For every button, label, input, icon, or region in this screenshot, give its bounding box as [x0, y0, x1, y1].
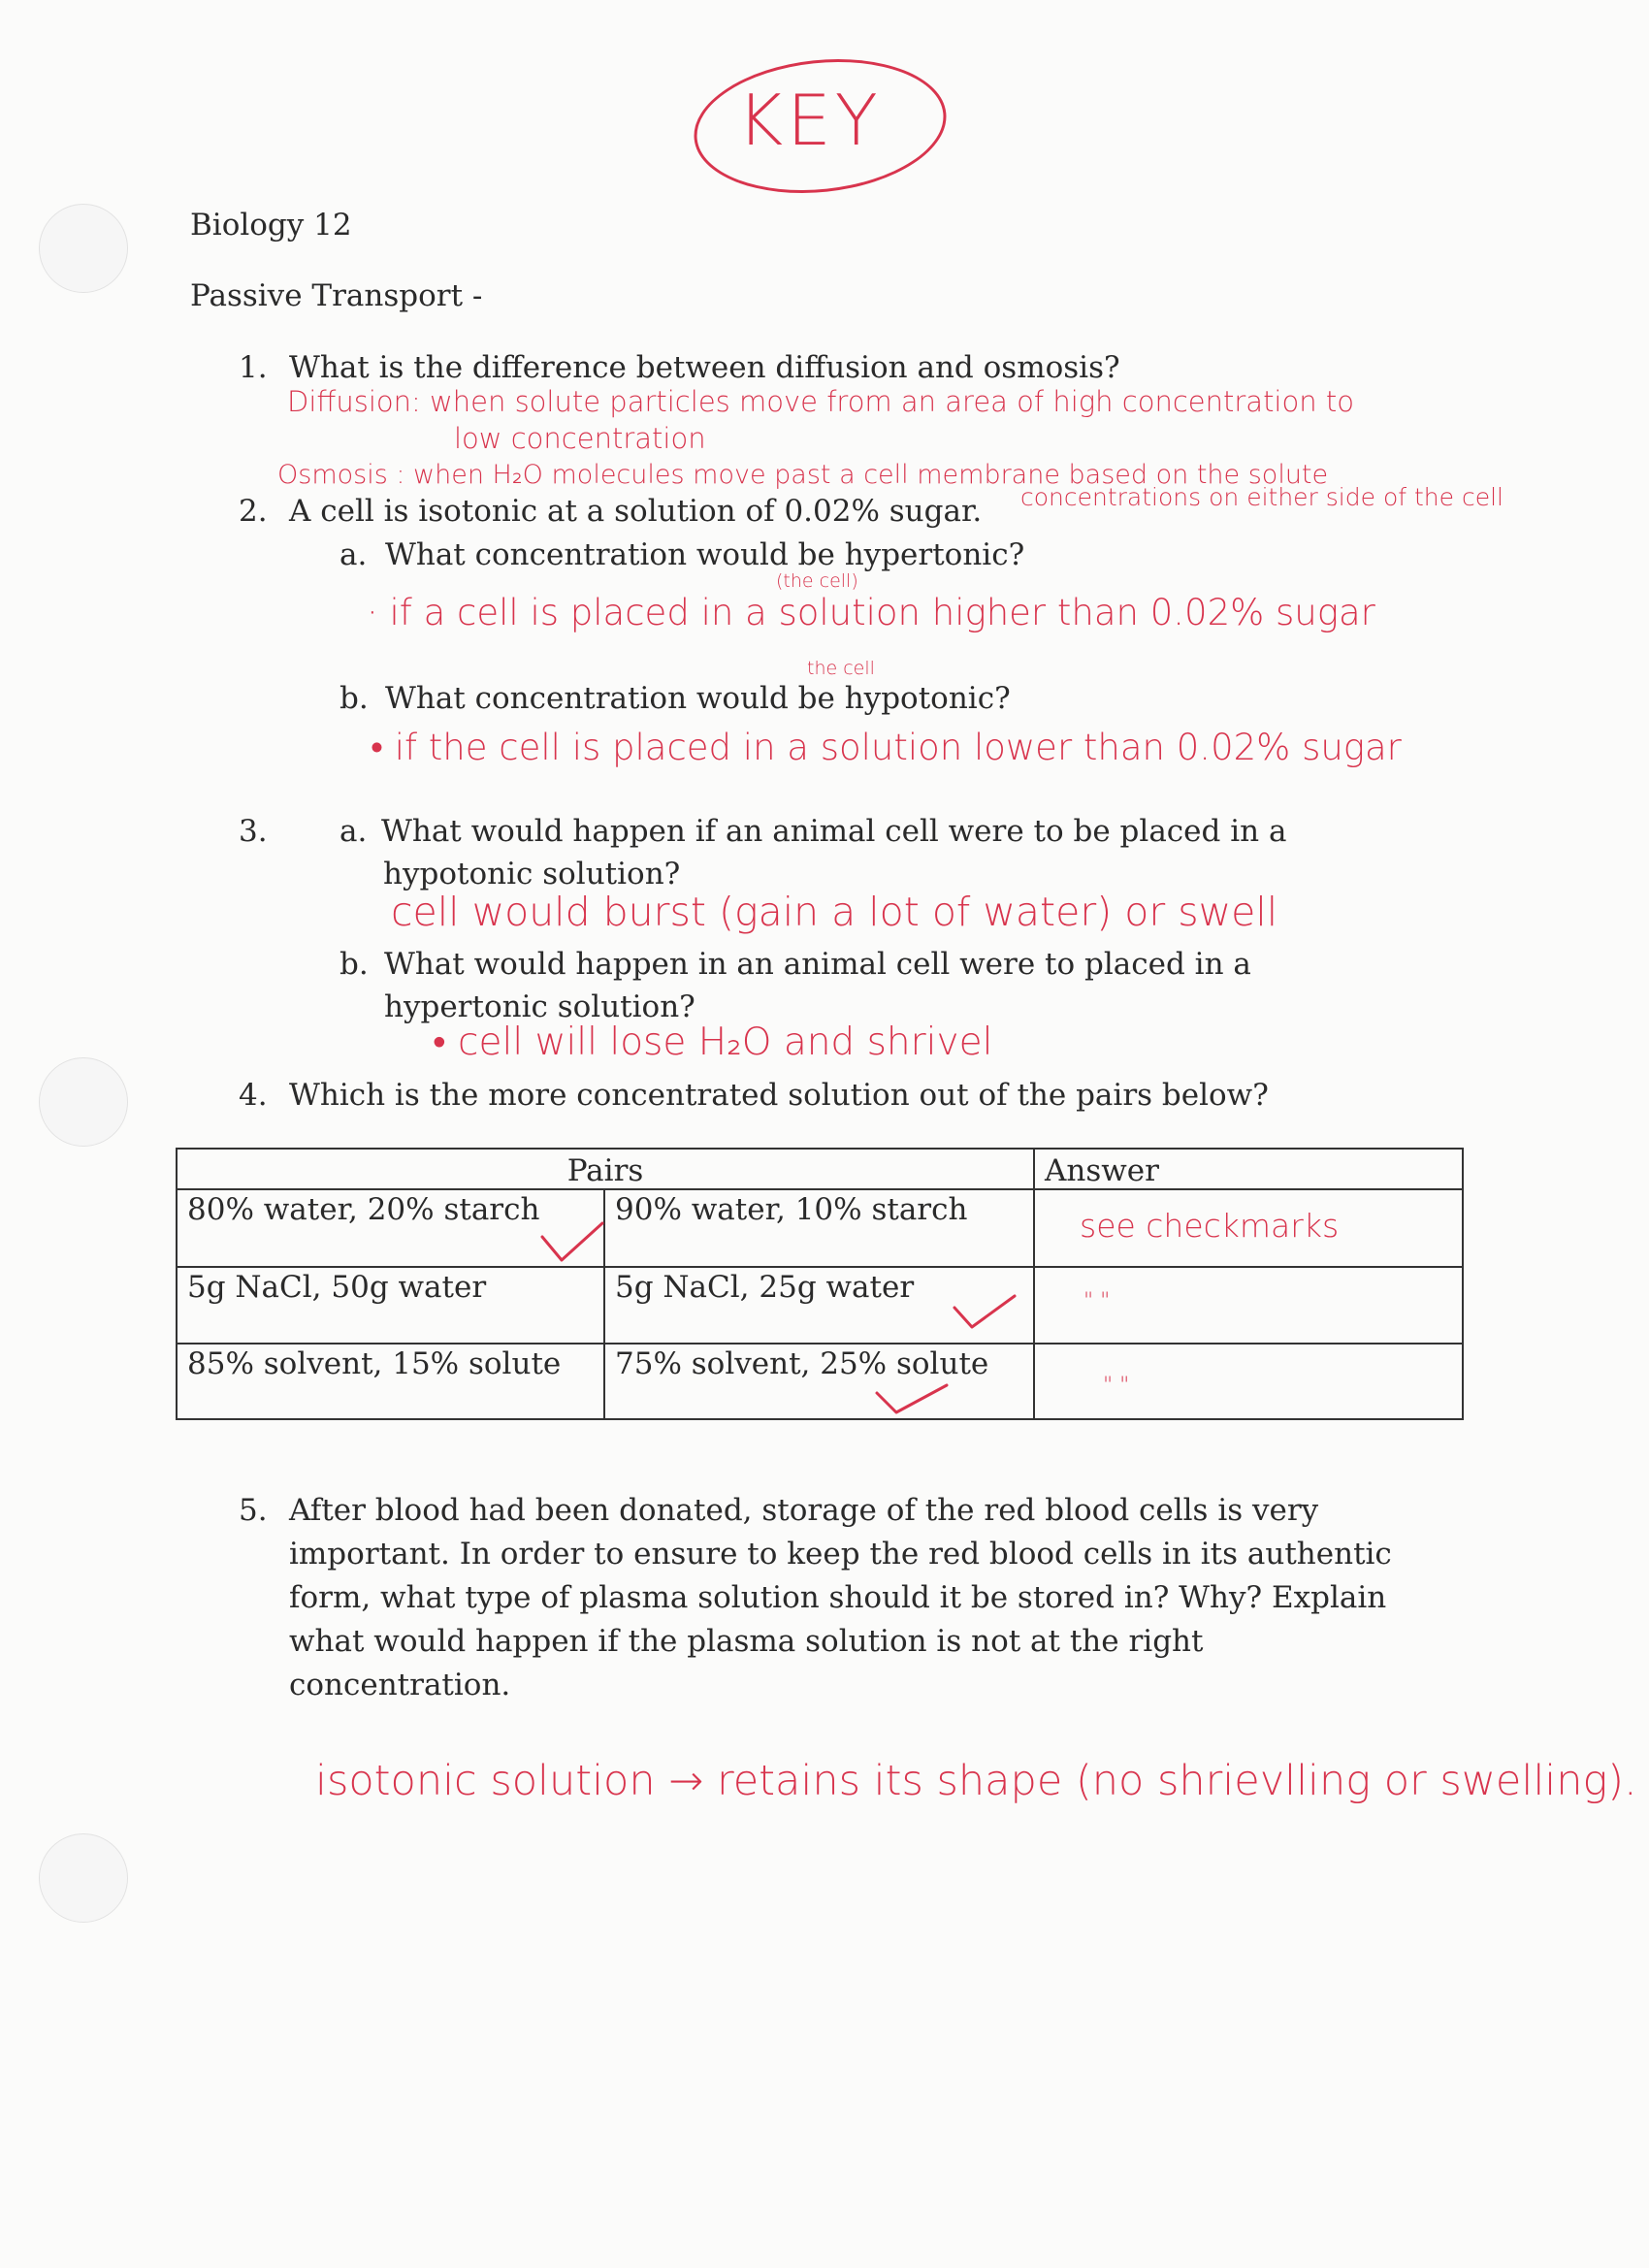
q4-text: Which is the more concentrated solution out of the pairs below? — [289, 1078, 1269, 1113]
table-row — [177, 1344, 1463, 1419]
pair-left-cell: 85% solvent, 15% solute — [177, 1344, 604, 1419]
q1-diffusion-answer-line1: Diffusion: when solute particles move from an area of high concentration to — [287, 385, 1354, 418]
q5-text-line4: what would happen if the plasma solution is not at the right — [289, 1624, 1204, 1659]
q2b-text: What concentration would be hypotonic? — [385, 681, 1011, 716]
binder-hole-bottom — [39, 1833, 128, 1923]
q2a-answer: · if a cell is placed in a solution higher than 0.02% sugar — [367, 592, 1375, 633]
q5-number: 5. — [239, 1493, 268, 1528]
answer-ink: " " — [1083, 1289, 1111, 1313]
q3a-text-line2: hypotonic solution? — [383, 857, 681, 891]
topic-title: Passive Transport - — [190, 278, 483, 313]
q2-number: 2. — [239, 494, 268, 529]
q3a-text-line1: What would happen if an animal cell were to be placed in a — [381, 814, 1287, 849]
pairs-table — [176, 1148, 1464, 1420]
q1-text: What is the difference between diffusion and osmosis? — [289, 350, 1120, 385]
q3a-answer: cell would burst (gain a lot of water) or swell — [391, 889, 1278, 935]
answer-ink: see checkmarks — [1080, 1207, 1340, 1245]
key-label: KEY — [737, 80, 882, 161]
pair-right-cell: 75% solvent, 25% solute — [604, 1344, 1034, 1419]
answer-cell — [1034, 1344, 1463, 1419]
answer-cell — [1034, 1189, 1463, 1267]
q2a-label: a. — [340, 537, 368, 572]
checkmark-icon — [873, 1377, 951, 1421]
binder-hole-middle — [39, 1057, 128, 1147]
q5-text-line2: important. In order to ensure to keep the red blood cells in its authentic — [289, 1537, 1392, 1571]
pair-left-cell: 80% water, 20% starch — [177, 1189, 604, 1267]
pair-right-cell: 90% water, 10% starch — [604, 1189, 1034, 1267]
q2b-insert-note: the cell — [807, 658, 875, 679]
q2b-label: b. — [340, 681, 369, 716]
q1-osmosis-answer-line1: Osmosis : when H₂O molecules move past a cell membrane based on the solute — [277, 460, 1329, 490]
checkmark-icon — [951, 1290, 1018, 1334]
q5-text-line3: form, what type of plasma solution should it be stored in? Why? Explain — [289, 1580, 1387, 1615]
answer-cell — [1034, 1267, 1463, 1344]
q5-answer: isotonic solution → retains its shape (no shrievlling or swelling). — [315, 1757, 1637, 1805]
pair-left-cell: 5g NaCl, 50g water — [177, 1267, 604, 1344]
q3b-text-line2: hypertonic solution? — [384, 989, 695, 1024]
q5-text-line5: concentration. — [289, 1668, 511, 1702]
course-title: Biology 12 — [190, 208, 352, 243]
q3-number: 3. — [239, 814, 268, 849]
q5-text-line1: After blood had been donated, storage of the red blood cells is very — [289, 1493, 1319, 1528]
table-row — [177, 1189, 1463, 1267]
q2a-insert-note: (the cell) — [776, 570, 858, 592]
pair-right-cell: 5g NaCl, 25g water — [604, 1267, 1034, 1344]
q4-number: 4. — [239, 1078, 268, 1113]
checkmark-icon — [538, 1217, 606, 1266]
q3b-answer: • cell will lose H₂O and shrivel — [433, 1021, 993, 1064]
q3b-text-line1: What would happen in an animal cell were to placed in a — [384, 947, 1251, 982]
q3a-label: a. — [340, 814, 368, 849]
q3b-label: b. — [340, 947, 369, 982]
q2-text: A cell is isotonic at a solution of 0.02% sugar. — [289, 494, 983, 529]
pairs-header: Pairs — [177, 1149, 1034, 1189]
answer-ink: " " — [1103, 1374, 1130, 1398]
q1-osmosis-answer-line2: concentrations on either side of the cell — [1020, 483, 1504, 511]
q2a-text: What concentration would be hypertonic? — [385, 537, 1025, 572]
table-row — [177, 1267, 1463, 1344]
q1-diffusion-answer-line2: low concentration — [454, 422, 706, 455]
q2b-answer: • if the cell is placed in a solution lower than 0.02% sugar — [371, 727, 1402, 768]
binder-hole-top — [39, 204, 128, 293]
q1-number: 1. — [239, 350, 268, 385]
answer-header: Answer — [1034, 1149, 1463, 1189]
